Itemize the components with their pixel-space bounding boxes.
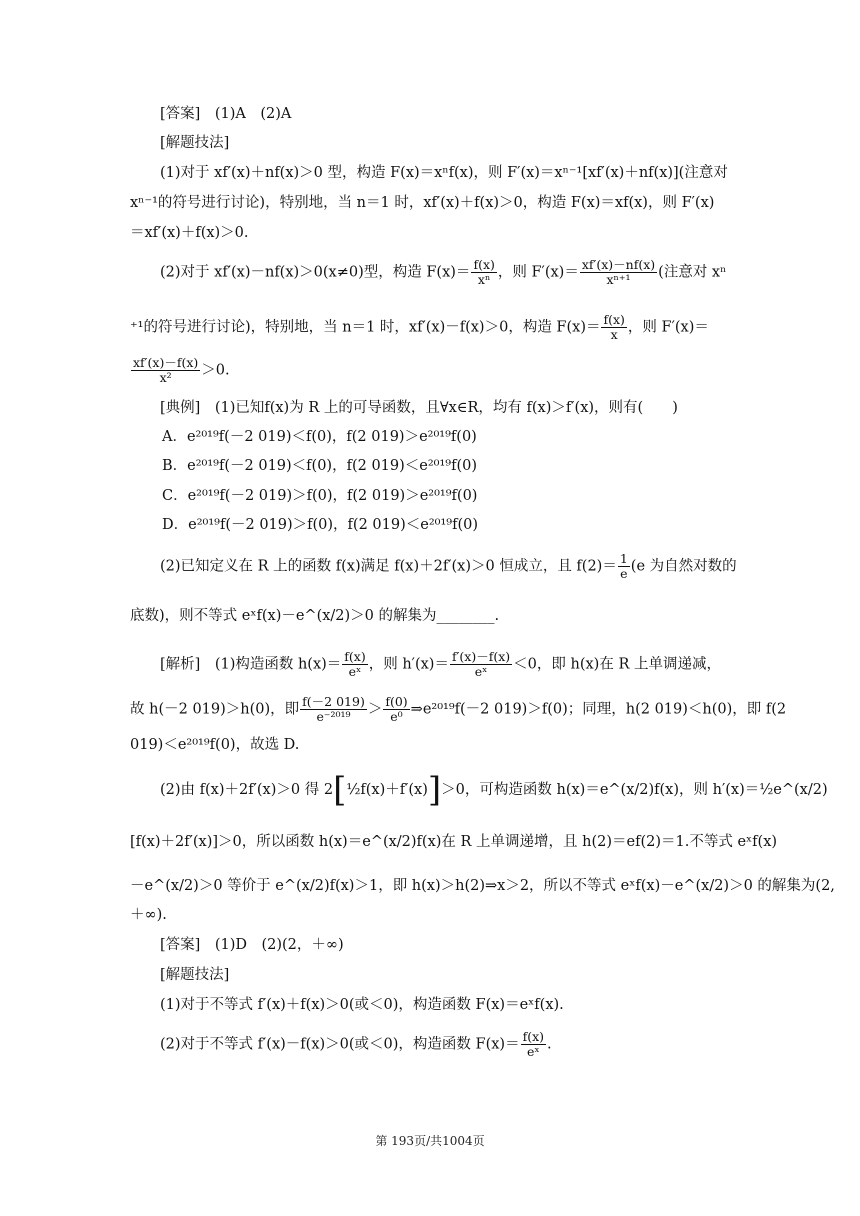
denominator: eˣ xyxy=(348,664,362,679)
numerator: xf′(x)－f(x) xyxy=(133,355,199,370)
solution-line-7: ＋∞). xyxy=(130,907,167,923)
text-segment: 故 h(－2 019)＞h(0)，即 xyxy=(130,701,300,718)
denominator: eˣ xyxy=(526,1044,540,1059)
page-footer: 第 193页/共1004页 xyxy=(375,1134,485,1148)
text-segment: ，则 h′(x)＝ xyxy=(368,656,449,673)
technique-1-line-2: xⁿ⁻¹的符号进行讨论)，特别地，当 n＝1 时，xf′(x)＋f(x)＞0，构造 F(x)＝xf(x)，则 F′(x) xyxy=(130,195,715,211)
text-segment: (2)对于 xf′(x)－nf(x)＞0(x≠0)型，构造 F(x)＝ xyxy=(160,264,471,281)
text-segment: ⇒e²⁰¹⁹f(－2 019)＞f(0)；同理，h(2 019)＜h(0)，即 f(2 xyxy=(410,701,787,718)
answer-line-1: [答案] (1)A (2)A xyxy=(160,106,292,122)
option-b: B．e²⁰¹⁹f(－2 019)＜f(0)，f(2 019)＜e²⁰¹⁹f(0) xyxy=(162,458,478,474)
denominator: e⁰ xyxy=(390,709,403,724)
denominator: xⁿ xyxy=(477,272,491,287)
numerator: 1 xyxy=(619,551,628,566)
solution-line-1 xyxy=(160,650,740,679)
fraction xyxy=(601,313,626,342)
text-segment: ，则 F′(x)＝ xyxy=(497,264,579,281)
fraction xyxy=(450,650,512,679)
technique-2-line-1 xyxy=(160,258,740,287)
technique-3-line-2 xyxy=(160,1030,740,1059)
text-segment: (2)已知定义在 R 上的函数 f(x)满足 f(x)＋2f′(x)＞0 恒成立，且 f(2)＝ xyxy=(160,558,617,575)
fraction xyxy=(300,695,367,724)
fraction xyxy=(521,1030,546,1059)
text-segment: ＜0，即 h(x)在 R 上单调递减， xyxy=(513,656,721,673)
numerator: f(0) xyxy=(385,694,408,709)
fraction xyxy=(618,552,630,581)
solution-line-2 xyxy=(130,694,787,724)
denominator: xⁿ⁺¹ xyxy=(606,272,631,287)
technique-heading-1: [解题技法] xyxy=(160,135,230,151)
denominator: e xyxy=(620,566,628,581)
left-bracket: [ xyxy=(333,770,347,810)
numerator: f(x) xyxy=(473,257,495,272)
answer-line-2: [答案] (1)D (2)(2，＋∞) xyxy=(160,937,344,953)
solution-line-3: 019)＜e²⁰¹⁹f(0)，故选 D. xyxy=(130,737,300,753)
denominator: x xyxy=(610,327,618,342)
technique-2-line-3 xyxy=(130,356,730,385)
text-segment: ，则 F′(x)＝ xyxy=(627,319,709,336)
solution-line-5: [f(x)＋2f′(x)]＞0，所以函数 h(x)＝e^(x/2)f(x)在 R 上单调递增，且 h(2)＝ef(2)＝1.不等式 eˣf(x) xyxy=(130,834,778,850)
text-segment: ⁺¹的符号进行讨论)，特别地，当 n＝1 时，xf′(x)－f(x)＞0，构造 F(x)＝ xyxy=(130,319,601,336)
numerator: f(－2 019) xyxy=(302,694,365,709)
denominator: e⁻²⁰¹⁹ xyxy=(316,709,351,724)
technique-1-line-3: ＝xf′(x)＋f(x)＞0. xyxy=(130,225,249,241)
text-segment: ＞ xyxy=(367,701,383,718)
fraction xyxy=(471,258,496,287)
option-c: C．e²⁰¹⁹f(－2 019)＞f(0)，f(2 019)＞e²⁰¹⁹f(0) xyxy=(162,488,478,504)
text-segment: (注意对 xⁿ xyxy=(658,264,727,281)
option-d: D．e²⁰¹⁹f(－2 019)＞f(0)，f(2 019)＜e²⁰¹⁹f(0) xyxy=(162,517,478,533)
text-segment: . xyxy=(547,1036,552,1053)
numerator: f(x) xyxy=(603,312,625,327)
denominator: eˣ xyxy=(474,664,488,679)
bracket-content: ½f(x)＋f′(x) xyxy=(346,782,428,798)
solution-line-6: －e^(x/2)＞0 等价于 e^(x/2)f(x)＞1，即 h(x)＞h(2)⇒x＞2，所以不等式 eˣf(x)－e^(x/2)＞0 的解集为(2, xyxy=(130,878,835,894)
text-segment: [解析] (1)构造函数 h(x)＝ xyxy=(160,656,342,673)
technique-2-line-2 xyxy=(130,313,730,342)
example-question-2-line-2: 底数)，则不等式 eˣf(x)－e^(x/2)＞0 的解集为________. xyxy=(130,608,500,624)
denominator: x² xyxy=(159,370,172,385)
text-segment: (e 为自然对数的 xyxy=(630,558,737,575)
numerator: f(x) xyxy=(344,649,366,664)
technique-heading-2: [解题技法] xyxy=(160,967,230,983)
text-segment: ＞0. xyxy=(201,362,230,379)
option-a: A．e²⁰¹⁹f(－2 019)＜f(0)，f(2 019)＞e²⁰¹⁹f(0) xyxy=(162,429,477,445)
fraction xyxy=(131,356,200,385)
fraction xyxy=(580,258,657,287)
text-segment: (2)由 f(x)＋2f′(x)＞0 得 2 xyxy=(160,782,334,798)
right-bracket: ] xyxy=(427,770,442,810)
text-segment: (2)对于不等式 f′(x)－f(x)＞0(或＜0)，构造函数 F(x)＝ xyxy=(160,1036,520,1053)
numerator: f′(x)－f(x) xyxy=(451,649,511,664)
text-segment: ＞0，可构造函数 h(x)＝e^(x/2)f(x)，则 h′(x)＝½e^(x/2) xyxy=(441,782,828,798)
fraction xyxy=(383,695,409,724)
fraction xyxy=(342,650,367,679)
numerator: f(x) xyxy=(522,1029,545,1044)
example-question-1: [典例] (1)已知f(x)为 R 上的可导函数，且∀x∈R，均有 f(x)＞f′(x)，则有( ) xyxy=(160,400,678,416)
technique-3-line-1: (1)对于不等式 f′(x)＋f(x)＞0(或＜0)，构造函数 F(x)＝eˣf(x). xyxy=(160,997,564,1013)
example-question-2-line-1 xyxy=(160,552,740,581)
technique-1-line-1: (1)对于 xf′(x)＋nf(x)＞0 型，构造 F(x)＝xⁿf(x)，则 F′(x)＝xⁿ⁻¹[xf′(x)＋nf(x)](注意对 xyxy=(160,165,728,181)
solution-line-4 xyxy=(160,770,828,810)
numerator: xf′(x)－nf(x) xyxy=(581,257,656,272)
